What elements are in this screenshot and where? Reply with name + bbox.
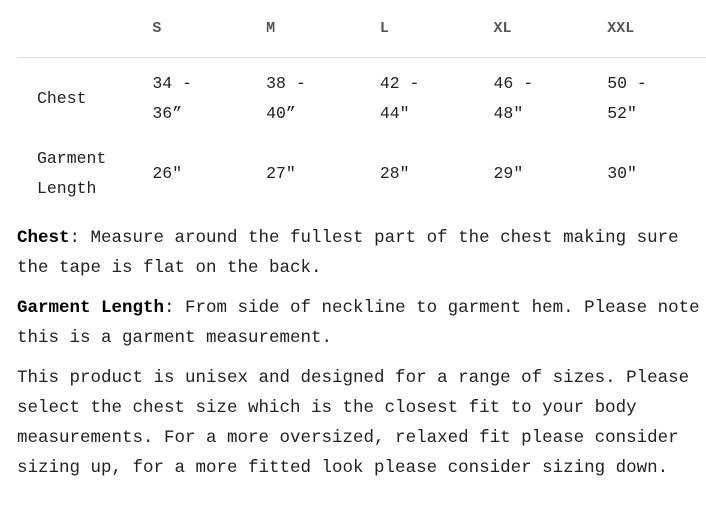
length-value-s: 26" [152, 164, 183, 183]
size-header-s: S [137, 0, 251, 58]
chest-value-xxl: 50 - 52" [607, 74, 647, 123]
size-header-m: M [251, 0, 365, 58]
chest-value-xl: 46 - 48" [493, 74, 534, 123]
chest-value-s: 34 - 36” [152, 74, 193, 123]
chest-note-text: : Measure around the fullest part of the chest making sure the tape is flat on the back. [17, 228, 679, 278]
garment-length-note-term: Garment Length [17, 298, 165, 318]
unisex-note: This product is unisex and designed for a range of sizes. Please select the chest size which is the closest fit to your body measurements. For a more oversized, relaxed fit please consider sizing up, for a more fitted look please consider sizing down. [17, 368, 690, 478]
garment-length-note-text: : From side of neckline to garment hem. Please note this is a garment measurement. [17, 298, 700, 348]
table-row-chest [17, 58, 706, 141]
size-header-l: L [365, 0, 479, 58]
length-value-l: 28" [379, 164, 410, 183]
row-label-garment-length: Garment Length [37, 149, 107, 198]
length-value-xxl: 30" [607, 164, 637, 183]
size-chart-table [17, 0, 706, 208]
size-header-xl: XL [479, 0, 593, 58]
row-label-chest: Chest [37, 89, 87, 108]
chest-value-l: 42 - 44" [379, 74, 420, 123]
size-header-row [17, 0, 706, 58]
measurement-notes [17, 223, 706, 493]
chest-note-term: Chest [17, 228, 70, 248]
corner-cell [17, 0, 137, 58]
table-row-garment-length [17, 140, 706, 208]
chest-value-m: 38 - 40” [266, 74, 306, 123]
size-header-xxl: XXL [592, 0, 706, 58]
garment-length-note [17, 293, 706, 353]
chest-note [17, 223, 706, 283]
length-value-xl: 29" [493, 164, 524, 183]
length-value-m: 27" [266, 164, 296, 183]
